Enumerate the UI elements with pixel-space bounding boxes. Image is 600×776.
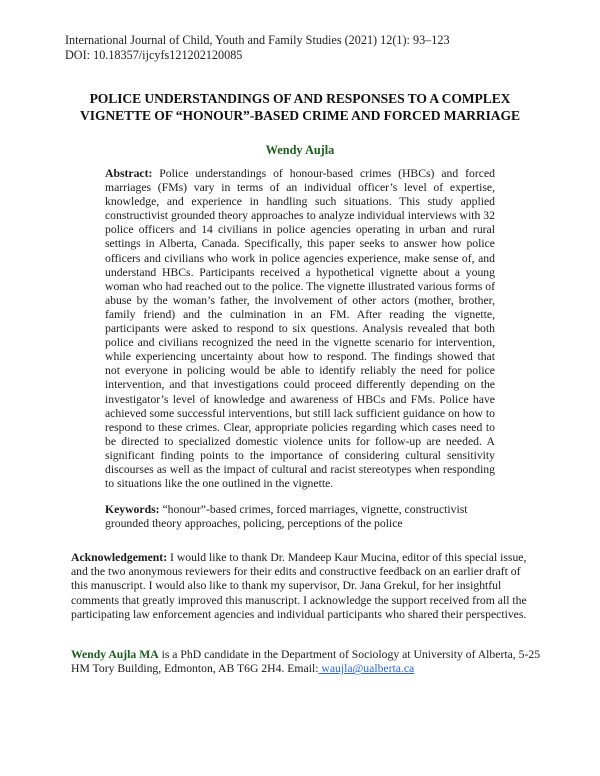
author-bio [71,648,541,676]
bio-text: is a PhD candidate in the Department of Sociology at University of Alberta, 5-25 HM Tory Building, Edmonton, AB T6G 2H4. Email: [71,648,541,676]
doi: DOI: 10.18357/ijcyfs121202120085 [65,48,243,62]
abstract [105,167,495,491]
title-line-2: VIGNETTE OF “HONOUR”-BASED CRIME AND FORCED MARRIAGE [80,108,520,123]
acknowledgement-label: Acknowledgement: [71,551,168,564]
keywords-label: Keywords: [105,503,160,516]
keywords [105,503,495,531]
keywords-text: “honour”-based crimes, forced marriages, vignette, constructivist grounded theory approaches, policing, perceptions of the police [105,503,468,531]
acknowledgement [71,551,533,622]
title-line-1: POLICE UNDERSTANDINGS OF AND RESPONSES TO A COMPLEX [89,91,511,106]
journal-citation: International Journal of Child, Youth and Family Studies (2021) 12(1): 93–123 [65,33,450,47]
author-name: Wendy Aujla [265,143,335,157]
paper-title [0,90,600,124]
abstract-text: Police understandings of honour-based crimes (HBCs) and forced marriages (FMs) vary in terms of an individual officer’s level of expertise, knowledge, and experience in handling such situations. This study applied constructivist grounded theory approaches to analyze individual interviews with 32 police officers and 14 civilians in police agencies operating in urban and rural settings in Alberta, Canada. Specifically, this paper seeks to answer how police officers and civilians who work in police agencies experience, make sense of, and understand HBCs. Participants received a hypothetical vignette about a young woman who had reached out to the police. The vignette illustrated various forms of abuse by the woman’s father, the involvement of other actors (mother, brother, family friend) and the culmination in an FM. After reading the vignette, participants were asked to respond to six questions. Analysis revealed that both police and civilians recognized the need in the vignette scenario for intervention, while experiencing uncertainty about how to respond. The findings showed that not everyone in policing would be able to identify reliably the need for police intervention, and that investigations could proceed differently depending on the investigator’s level of knowledge and awareness of HBCs and FMs. Police have achieved some successful interventions, but still lack sufficient guidance on how to respond to these crimes. Clear, appropriate policies regarding which cases need to be directed to specialized domestic violence units for follow-up are needed. A significant finding points to the importance of considering cultural sensitivity discourses as well as the impact of cultural and racist stereotypes when responding to situations like the one outlined in the vignette. [105,167,495,491]
bio-author-name: Wendy Aujla MA [71,648,159,661]
journal-header [65,33,450,63]
abstract-label: Abstract: [105,167,153,180]
acknowledgement-text: I would like to thank Dr. Mandeep Kaur Mucina, editor of this special issue, and the two anonymous reviewers for their edits and constructive feedback on an earlier draft of this manuscript. I would also like to thank my supervisor, Dr. Jana Grekul, for her insightful comments that greatly improved this manuscript. I acknowledge the support received from all the participating law enforcement agencies and individual participants who shared their perspectives. [71,551,527,621]
email-link[interactable]: waujla@ualberta.ca [318,662,415,676]
